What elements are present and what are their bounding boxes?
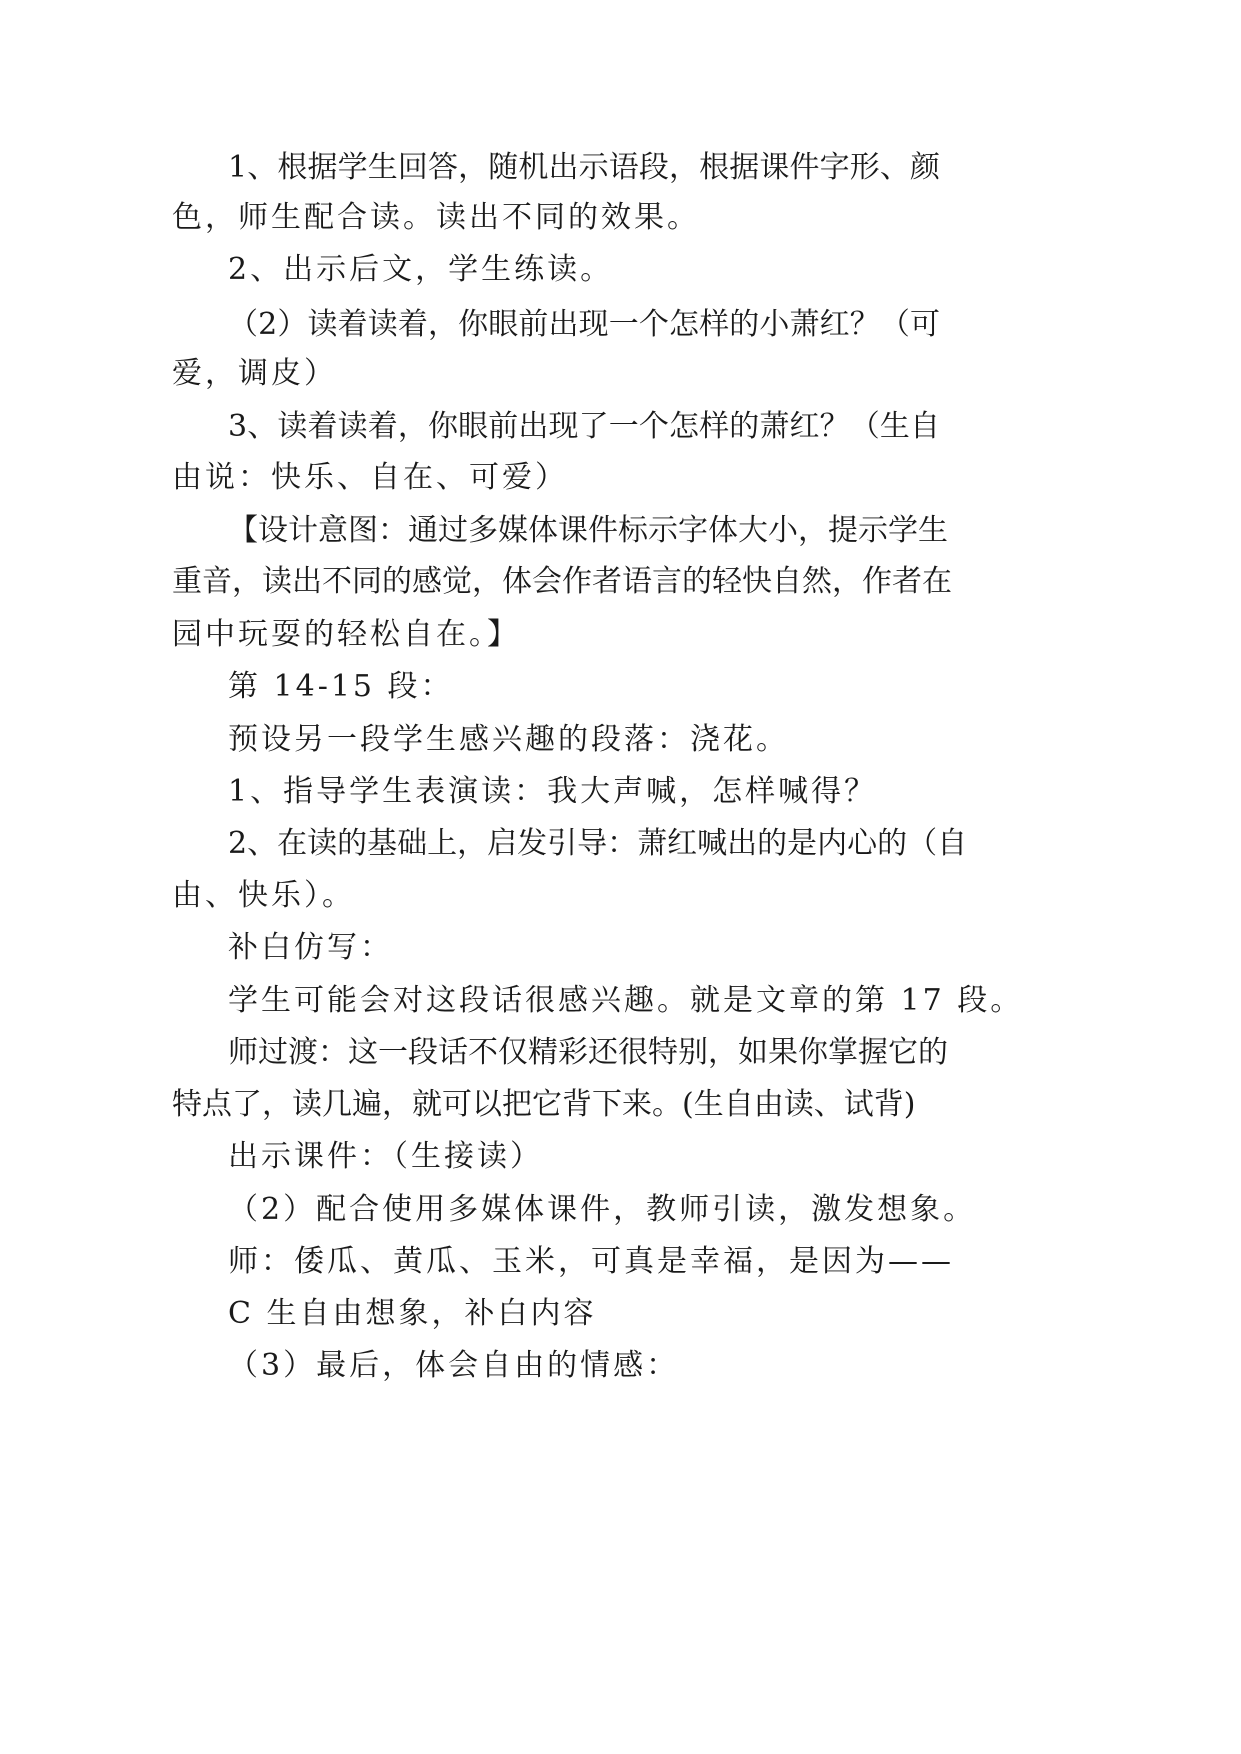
text-line-18: 师过渡：这一段话不仅精彩还很特别，如果你掌握它的 [228,1035,948,1070]
text-line-11: 第 14-15 段： [228,669,454,704]
text-line-5: 爱，调皮） [172,356,337,391]
text-line-7: 由说：快乐、自在、可爱） [172,460,568,495]
text-line-9: 重音，读出不同的感觉，体会作者语言的轻快自然，作者在 [172,564,952,599]
text-line-4: （2）读着读着，你眼前出现一个怎样的小萧红？（可 [228,307,940,342]
text-line-8: 【设计意图：通过多媒体课件标示字体大小，提示学生 [228,513,948,548]
text-line-15: 由、快乐）。 [172,878,355,913]
text-line-13: 1、指导学生表演读：我大声喊，怎样喊得？ [228,774,878,809]
text-line-14: 2、在读的基础上，启发引导：萧红喊出的是内心的（自 [228,826,968,861]
text-line-23: C 生自由想象，补白内容 [228,1296,597,1331]
text-line-24: （3）最后，体会自由的情感： [228,1348,680,1383]
text-line-19: 特点了，读几遍，就可以把它背下来。(生自由读、试背) [172,1087,916,1122]
text-line-17: 学生可能会对这段话很感兴趣。就是文章的第 17 段。 [228,983,1024,1018]
text-line-1: 1、根据学生回答，随机出示语段，根据课件字形、颜 [228,150,940,185]
text-line-3: 2、出示后文，学生练读。 [228,252,614,287]
text-line-22: 师：倭瓜、黄瓜、玉米，可真是幸福，是因为—— [228,1244,954,1279]
text-line-12: 预设另一段学生感兴趣的段落：浇花。 [228,722,789,757]
text-line-6: 3、读着读着，你眼前出现了一个怎样的萧红？（生自 [228,409,940,444]
text-line-2: 色，师生配合读。读出不同的效果。 [172,200,700,235]
text-line-21: （2）配合使用多媒体课件，教师引读，激发想象。 [228,1192,977,1227]
text-line-20: 出示课件：（生接读） [228,1139,543,1174]
text-line-10: 园中玩耍的轻松自在。】 [172,617,520,652]
text-line-16: 补白仿写： [228,930,393,965]
